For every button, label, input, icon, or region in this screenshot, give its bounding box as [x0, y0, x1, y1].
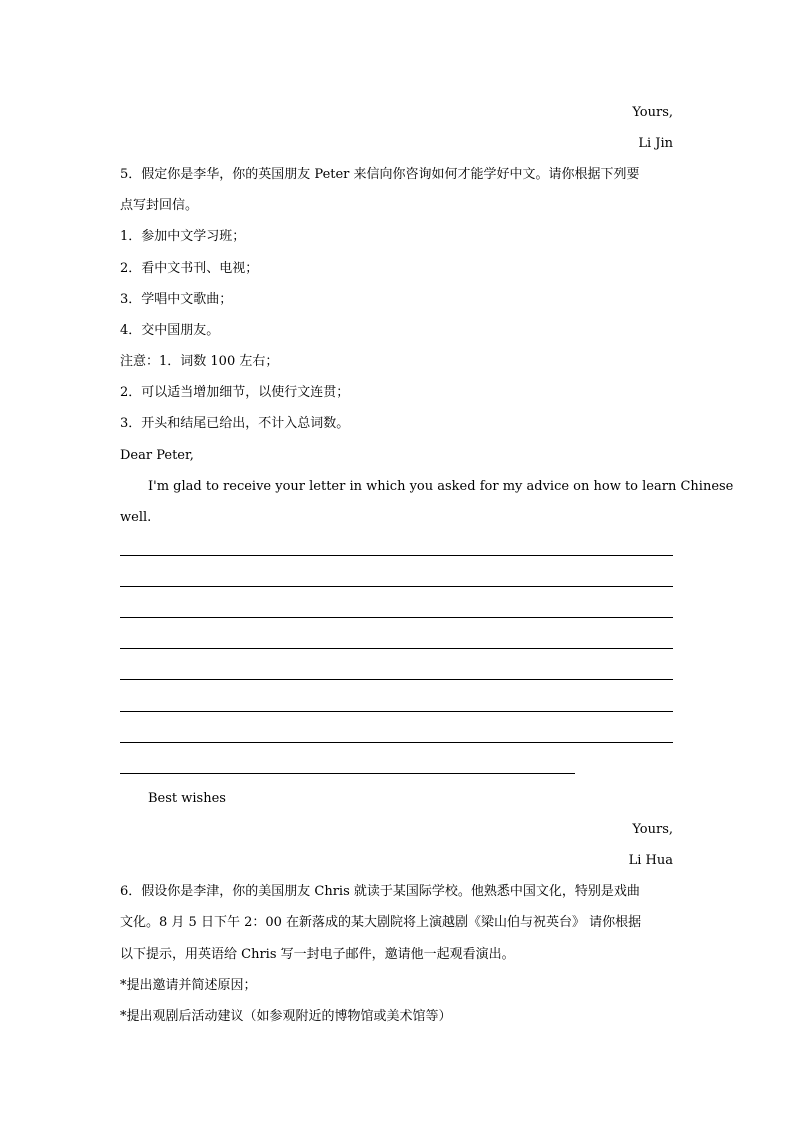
q5-point-2: 2．看中文书刊、电视； [120, 261, 259, 276]
q5-point-3: 3．学唱中文歌曲； [120, 292, 233, 307]
q5-point-4: 4．交中国朋友。 [120, 323, 220, 338]
writing-line [120, 555, 673, 556]
q5-closing-yours: Yours, [632, 822, 673, 837]
q5-note-3: 3．开头和结尾已给出，不计入总词数。 [120, 416, 350, 431]
writing-line [120, 773, 575, 774]
writing-line [120, 617, 673, 618]
q5-stem-line-1: 5．假定你是李华，你的英国朋友 Peter 来信向你咨询如何才能学好中文。请你根据下列要 [120, 167, 640, 182]
writing-line [120, 679, 673, 680]
writing-line [120, 742, 673, 743]
q5-best-wishes: Best wishes [148, 791, 226, 806]
q5-note-1: 注意：1．词数 100 左右； [120, 354, 279, 369]
q5-opening-line-2: well. [120, 510, 152, 525]
q6-stem-line-1: 6．假设你是李津，你的美国朋友 Chris 就读于某国际学校。他熟悉中国文化，特别是戏曲 [120, 884, 640, 899]
q6-stem-line-3: 以下提示，用英语给 Chris 写一封电子邮件，邀请他一起观看演出。 [120, 947, 515, 962]
q5-opening-line-1: I'm glad to receive your letter in which you asked for my advice on how to learn Chinese [148, 479, 734, 494]
writing-line [120, 711, 673, 712]
q5-stem-line-2: 点写封回信。 [120, 198, 199, 213]
q5-closing-name: Li Hua [628, 853, 673, 868]
q6-stem-line-2: 文化。8 月 5 日下午 2：00 在新落成的某大剧院将上演越剧《梁山伯与祝英台》 请你根据 [120, 915, 642, 930]
q6-point-2: *提出观剧后活动建议（如参观附近的博物馆或美术馆等） [120, 1009, 452, 1024]
q5-salutation: Dear Peter, [120, 448, 194, 463]
writing-line [120, 648, 673, 649]
prev-closing-name: Li Jin [638, 136, 673, 151]
q6-point-1: *提出邀请并简述原因； [120, 978, 257, 993]
writing-line [120, 586, 673, 587]
prev-closing-yours: Yours, [632, 105, 673, 120]
q5-point-1: 1．参加中文学习班； [120, 229, 246, 244]
q5-note-2: 2．可以适当增加细节，以使行文连贯； [120, 385, 350, 400]
